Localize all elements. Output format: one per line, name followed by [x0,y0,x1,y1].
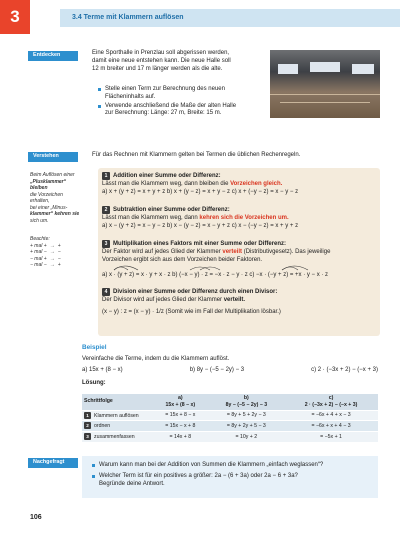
rule-number-badge: 4 [102,288,110,296]
list-item [92,462,372,470]
rule-examples: a) x · (y + z) = x · y + x · z b) (−x − y) · z = −x · z − y · z c) −x · (−y + z) = +x · y − x · z [102,272,329,279]
beispiel-title: Beispiel [82,344,107,351]
rule-highlight: verteilt. [223,296,246,303]
beachte-title: Beachte: [30,236,50,242]
rule-highlight: Vorzeichen gleich. [230,180,283,187]
list-item [98,86,268,102]
table-cell: 1 Klammern auflösen [82,410,152,421]
beispiel-items [82,367,378,375]
rule-addition [102,172,378,196]
side-note-line: bei einer „Minus- [30,204,68,211]
table-cell: = 15x + 8 − x [152,410,209,421]
table-cell: = 8y + 2y + 5 − 3 [209,421,284,432]
table-header: a) 15x + (8 − x) [152,394,209,410]
bullet-line: Verwende anschließend die Maße der alten Halle [105,102,237,109]
entdecken-intro [92,50,262,73]
beachte-row: − mal − → + [30,262,61,268]
entdecken-bullets [98,86,268,118]
beachte-row: − mal + → − [30,255,61,262]
rule-text: Der Faktor wird auf jedes Glied der Klammer [102,248,223,255]
sports-hall-photo [270,50,380,118]
section-title: 3.4 Terme mit Klammern auflösen [72,14,184,21]
table-cell: 3 zusammenfassen [82,432,152,442]
question-text: Welcher Term ist für ein positives a größer: 2a − (6 + 3a) oder 2a − 6 + 3a? [99,473,298,479]
rule-number-badge: 3 [102,240,110,248]
side-note-line: Beim Auflösen einer [30,172,75,178]
rule-title: Subtraktion einer Summe oder Differenz: [113,207,230,213]
rule-text: Lässt man die Klammern weg, dann bleiben die [102,180,231,187]
rule-text: Der Divisor wird auf jedes Glied der Klammer [102,296,224,303]
rule-title: Division einer Summe oder Differenz durch einen Divisor: [113,289,278,295]
beispiel-task: Vereinfache die Terme, indem du die Klammern auflöst. [82,356,230,362]
bullet-icon [98,105,101,108]
side-note-line: „Plusklammer“ bleiben [30,178,67,191]
question-text: Warum kann man bei der Addition von Summen die Klammern „einfach weglassen“? [99,462,324,468]
rule-subtraction [102,206,378,230]
bullet-icon [92,475,95,478]
rule-number-badge: 1 [102,172,110,180]
side-label-entdecken: Entdecken [28,51,78,61]
rule-title: Multiplikation eines Faktors mit einer Summe oder Differenz: [113,241,287,247]
table-cell: = 15x − x + 8 [152,421,209,432]
table-row [82,410,378,421]
table-header: b) 8y − (−5 − 2y) − 3 [209,394,284,410]
chapter-number: 3 [0,0,30,34]
bullet-icon [98,88,101,91]
bullet-line: zur Berechnung: Länge: 27 m, Breite: 15 m. [105,110,222,117]
rule-multiplication [102,240,378,280]
beachte-box [30,236,82,269]
table-cell: = −5x + 1 [284,432,378,442]
side-label-nachgefragt: Nachgefragt [28,458,78,468]
side-label-verstehen: Verstehen [28,152,78,162]
table-row [82,421,378,432]
bullet-line: Stelle einen Term zur Berechnung des neuen [105,86,225,92]
nachgefragt-box [82,456,378,498]
side-note-line: die Vorzeichen erhalten, [30,191,63,204]
distribution-arcs [112,264,352,271]
entdecken-intro-line: 12 m breiter und 17 m länger werden als die alte. [92,65,223,72]
entdecken-intro-line: Eine Sporthalle in Prenzlau soll abgerissen werden, [92,50,230,56]
table-cell: 2 ordnen [82,421,152,432]
table-header: c) 2 · (−3x + 2) − (−x + 3) [284,394,378,410]
table-cell: = 10y + 2 [209,432,284,442]
rule-highlight: kehren sich die Vorzeichen um. [199,214,289,221]
list-item [98,103,268,119]
table-cell: = −6x + x + 4 − 3 [284,421,378,432]
rule-text: (Distributivgesetz). Das jeweilige [242,248,331,255]
entdecken-intro-line: damit eine neue entstehen kann. Die neue Halle soll [92,57,231,64]
beispiel-item: a) 15x + (8 − x) [82,367,123,373]
rules-box [98,168,380,336]
table-cell: = 8y + 5 + 2y − 3 [209,410,284,421]
table-header: Schrittfolge [82,394,152,410]
table-cell: = 14x + 8 [152,432,209,442]
solution-table [82,394,378,442]
side-note-line: sich um. [30,217,49,224]
rule-number-badge: 2 [102,206,110,214]
list-item [92,473,372,489]
beachte-row: + mal − → − [30,249,61,255]
table-cell: = −6x + 4 + x − 3 [284,410,378,421]
bullet-icon [92,464,95,467]
question-text: Begründe deine Antwort. [99,480,165,487]
rule-title: Addition einer Summe oder Differenz: [113,173,221,179]
bullet-line: Flächeninhalts auf. [105,93,156,100]
verstehen-intro: Für das Rechnen mit Klammern gelten bei Termen die üblichen Rechenregeln. [92,152,301,158]
rule-text: Vorzeichen ergibt sich aus dem Vorzeichen beider Faktoren. [102,256,263,263]
beachte-row: + mal + → + [30,242,61,249]
table-row [82,432,378,442]
loesung-label: Lösung: [82,380,106,386]
rule-highlight: verteilt [222,248,243,255]
page-number: 106 [30,514,42,521]
rule-examples: (x − y) : z = (x − y) · 1/z (Somit wie im Fall der Multiplikation lösbar.) [102,308,281,315]
rule-text: Lässt man die Klammern weg, dann [102,214,200,221]
rule-division [102,288,378,316]
side-note-line: klammer“ kehren sie [30,211,80,217]
rule-examples: a) x − (y + z) = x − y − z b) x − (y − z) = x − y + z c) x − (−y − z) = x + y + z [102,222,299,229]
side-note [30,172,82,224]
beispiel-item: c) 2 · (−3x + 2) − (−x + 3) [311,367,378,373]
rule-examples: a) x + (y + z) = x + y + z b) x + (y − z) = x + y − z c) x + (−y − z) = x − y − z [102,188,299,195]
beispiel-item: b) 8y − (−5 − 2y) − 3 [189,367,245,373]
